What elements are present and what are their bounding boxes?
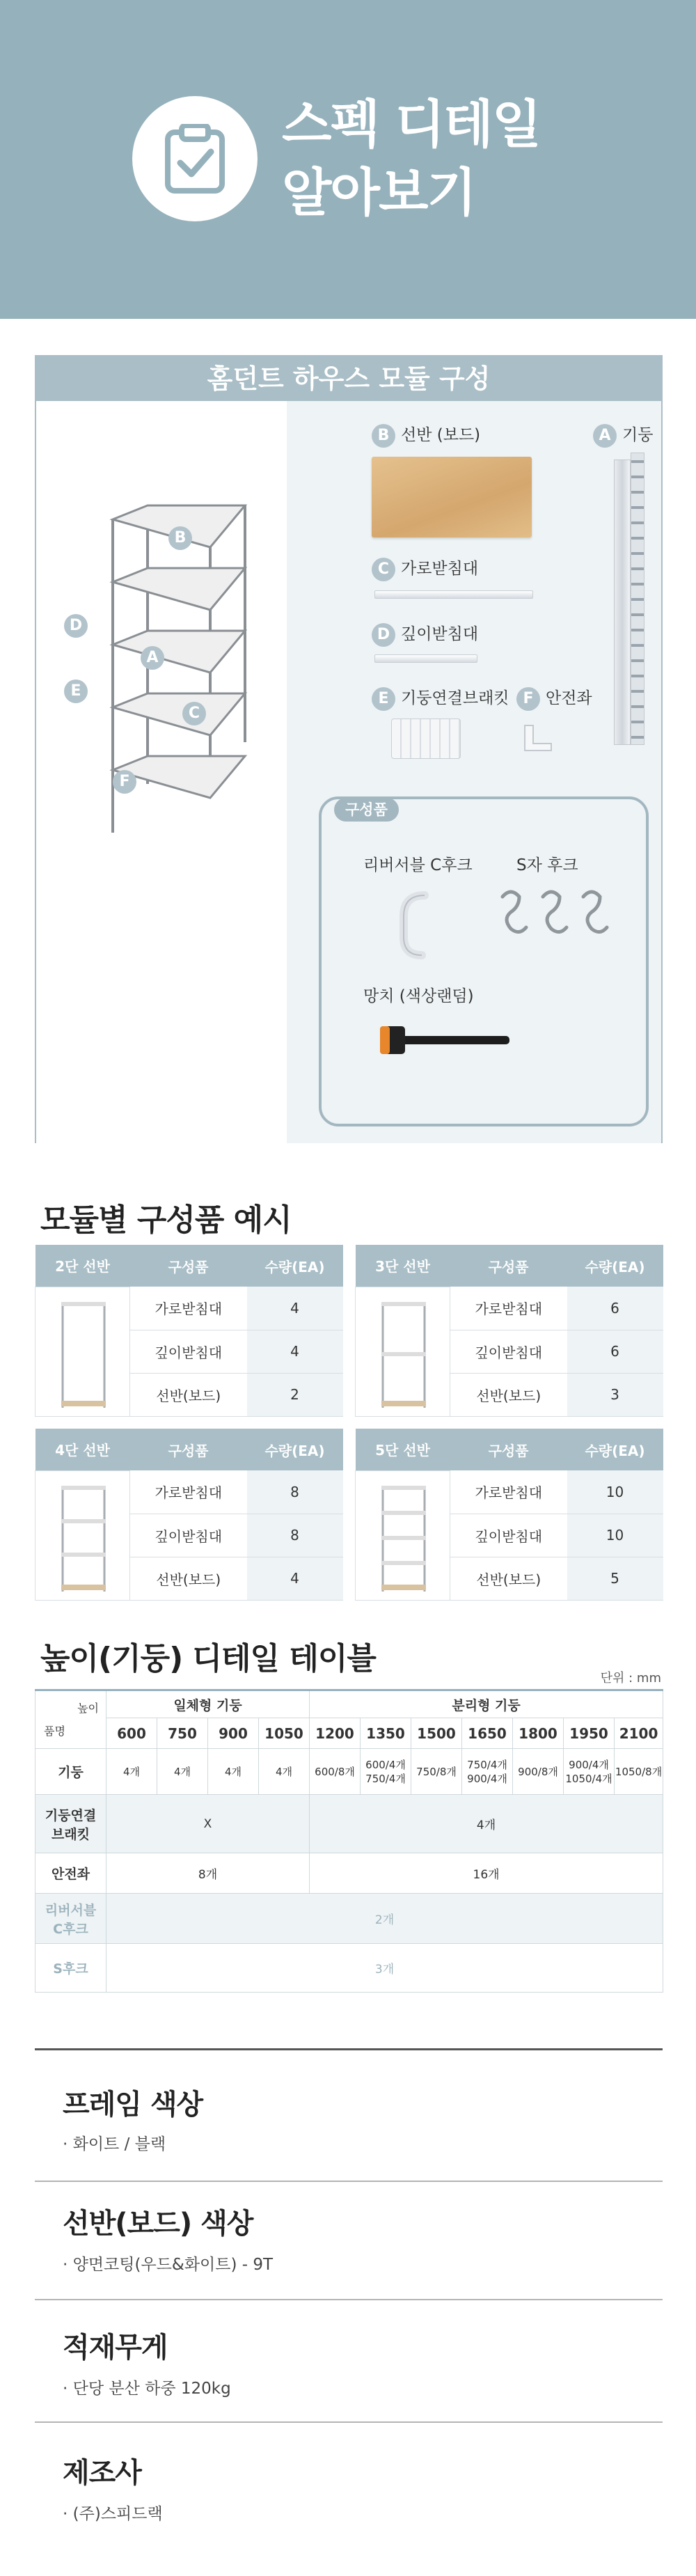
spec-board-color: 선반(보드) 색상 · 양면코팅(우드&화이트) - 9T — [35, 2181, 663, 2299]
shelf-illustration — [36, 401, 287, 888]
group-integrated: 일체형 기둥 — [106, 1690, 310, 1718]
components-tag: 구성품 — [334, 798, 399, 822]
hero-banner — [0, 0, 696, 319]
depth-bar-image — [374, 654, 477, 663]
diagram-label-c: C — [182, 702, 206, 725]
c-hook-image — [390, 888, 438, 965]
diagram-label-a: A — [141, 646, 164, 670]
diagram-label-f: F — [113, 770, 136, 794]
clipboard-check-icon — [132, 96, 258, 221]
corner-cell: 높이 품명 — [35, 1690, 106, 1749]
height-table-title: 높이(기둥) 디테일 테이블 — [40, 1641, 376, 1676]
examples-title: 모듈별 구성품 예시 — [40, 1202, 292, 1238]
part-b: B 선반 (보드) — [372, 422, 480, 448]
c-hook-label: 리버서블 C후크 — [363, 856, 473, 874]
module-composition — [35, 355, 663, 1143]
s-hook-label: S자 후크 — [516, 856, 578, 874]
part-d: D 깊이받침대 — [372, 621, 478, 647]
components-box — [319, 796, 649, 1126]
diagram-label-e: E — [64, 680, 88, 703]
spec-manufacturer: 제조사 · (주)스피드랙 — [35, 2421, 663, 2561]
shelf-4-illustration — [56, 1479, 111, 1597]
part-c: C 가로받침대 — [372, 556, 478, 581]
row-c-hook: 리버서블 C후크 2개 — [35, 1894, 663, 1944]
spec-frame-color: 프레임 색상 · 화이트 / 블랙 — [35, 2048, 663, 2181]
row-s-hook: S후크 3개 — [35, 1944, 663, 1993]
horizontal-bar-image — [374, 590, 533, 599]
page-title: 스펙 디테일 알아보기 — [282, 95, 541, 223]
shelf-board-image — [372, 457, 532, 537]
height-detail-table: 높이 품명 일체형 기둥 분리형 기둥 600 750 900 1050 1200 1350 1500 1650 1800 1950 2100 기둥 4개 4개 4개 4개 600/8개 600/4개 750/4개 750/8개 750/4개 900/4개 900/8개 900/4개 1050/4개 1050/8개 기둥연결 브래킷 X 4개 안전좌 8개 16개 리버서블 C후크 2개 S후크 3개 — [35, 1689, 663, 1993]
unit-label: 단위 : mm — [600, 1671, 661, 1686]
part-f: F 안전좌 — [516, 685, 592, 711]
group-separated: 분리형 기둥 — [310, 1690, 663, 1718]
part-a: A 기둥 — [593, 422, 653, 448]
shelf-2-illustration — [56, 1295, 111, 1413]
diagram-label-b: B — [168, 526, 192, 550]
shelf-5-illustration — [376, 1479, 432, 1597]
bracket-image — [391, 718, 461, 759]
hammer-image — [377, 1021, 516, 1062]
shelf-3-illustration — [376, 1295, 432, 1413]
part-e: E 기둥연결브래킷 — [372, 685, 509, 711]
diagram-label-d: D — [64, 614, 88, 638]
shelf-diagram — [36, 401, 287, 1143]
safety-seat-image — [522, 723, 554, 753]
row-pillar: 기둥 4개 4개 4개 4개 600/8개 600/4개 750/4개 750/8개 750/4개 900/4개 900/8개 900/4개 1050/4개 1050/8개 — [35, 1749, 663, 1795]
parts-panel — [287, 401, 661, 1143]
s-hook-image — [496, 883, 621, 945]
pillar-image — [614, 460, 631, 745]
hammer-label: 망치 (색상랜덤) — [363, 987, 474, 1005]
pillar-holes-image — [631, 453, 644, 745]
row-seat: 안전좌 8개 16개 — [35, 1853, 663, 1894]
spec-load: 적재무게 · 단당 분산 하중 120kg — [35, 2299, 663, 2421]
row-bracket: 기둥연결 브래킷 X 4개 — [35, 1795, 663, 1853]
module-title: 홈던트 하우스 모듈 구성 — [36, 356, 661, 401]
